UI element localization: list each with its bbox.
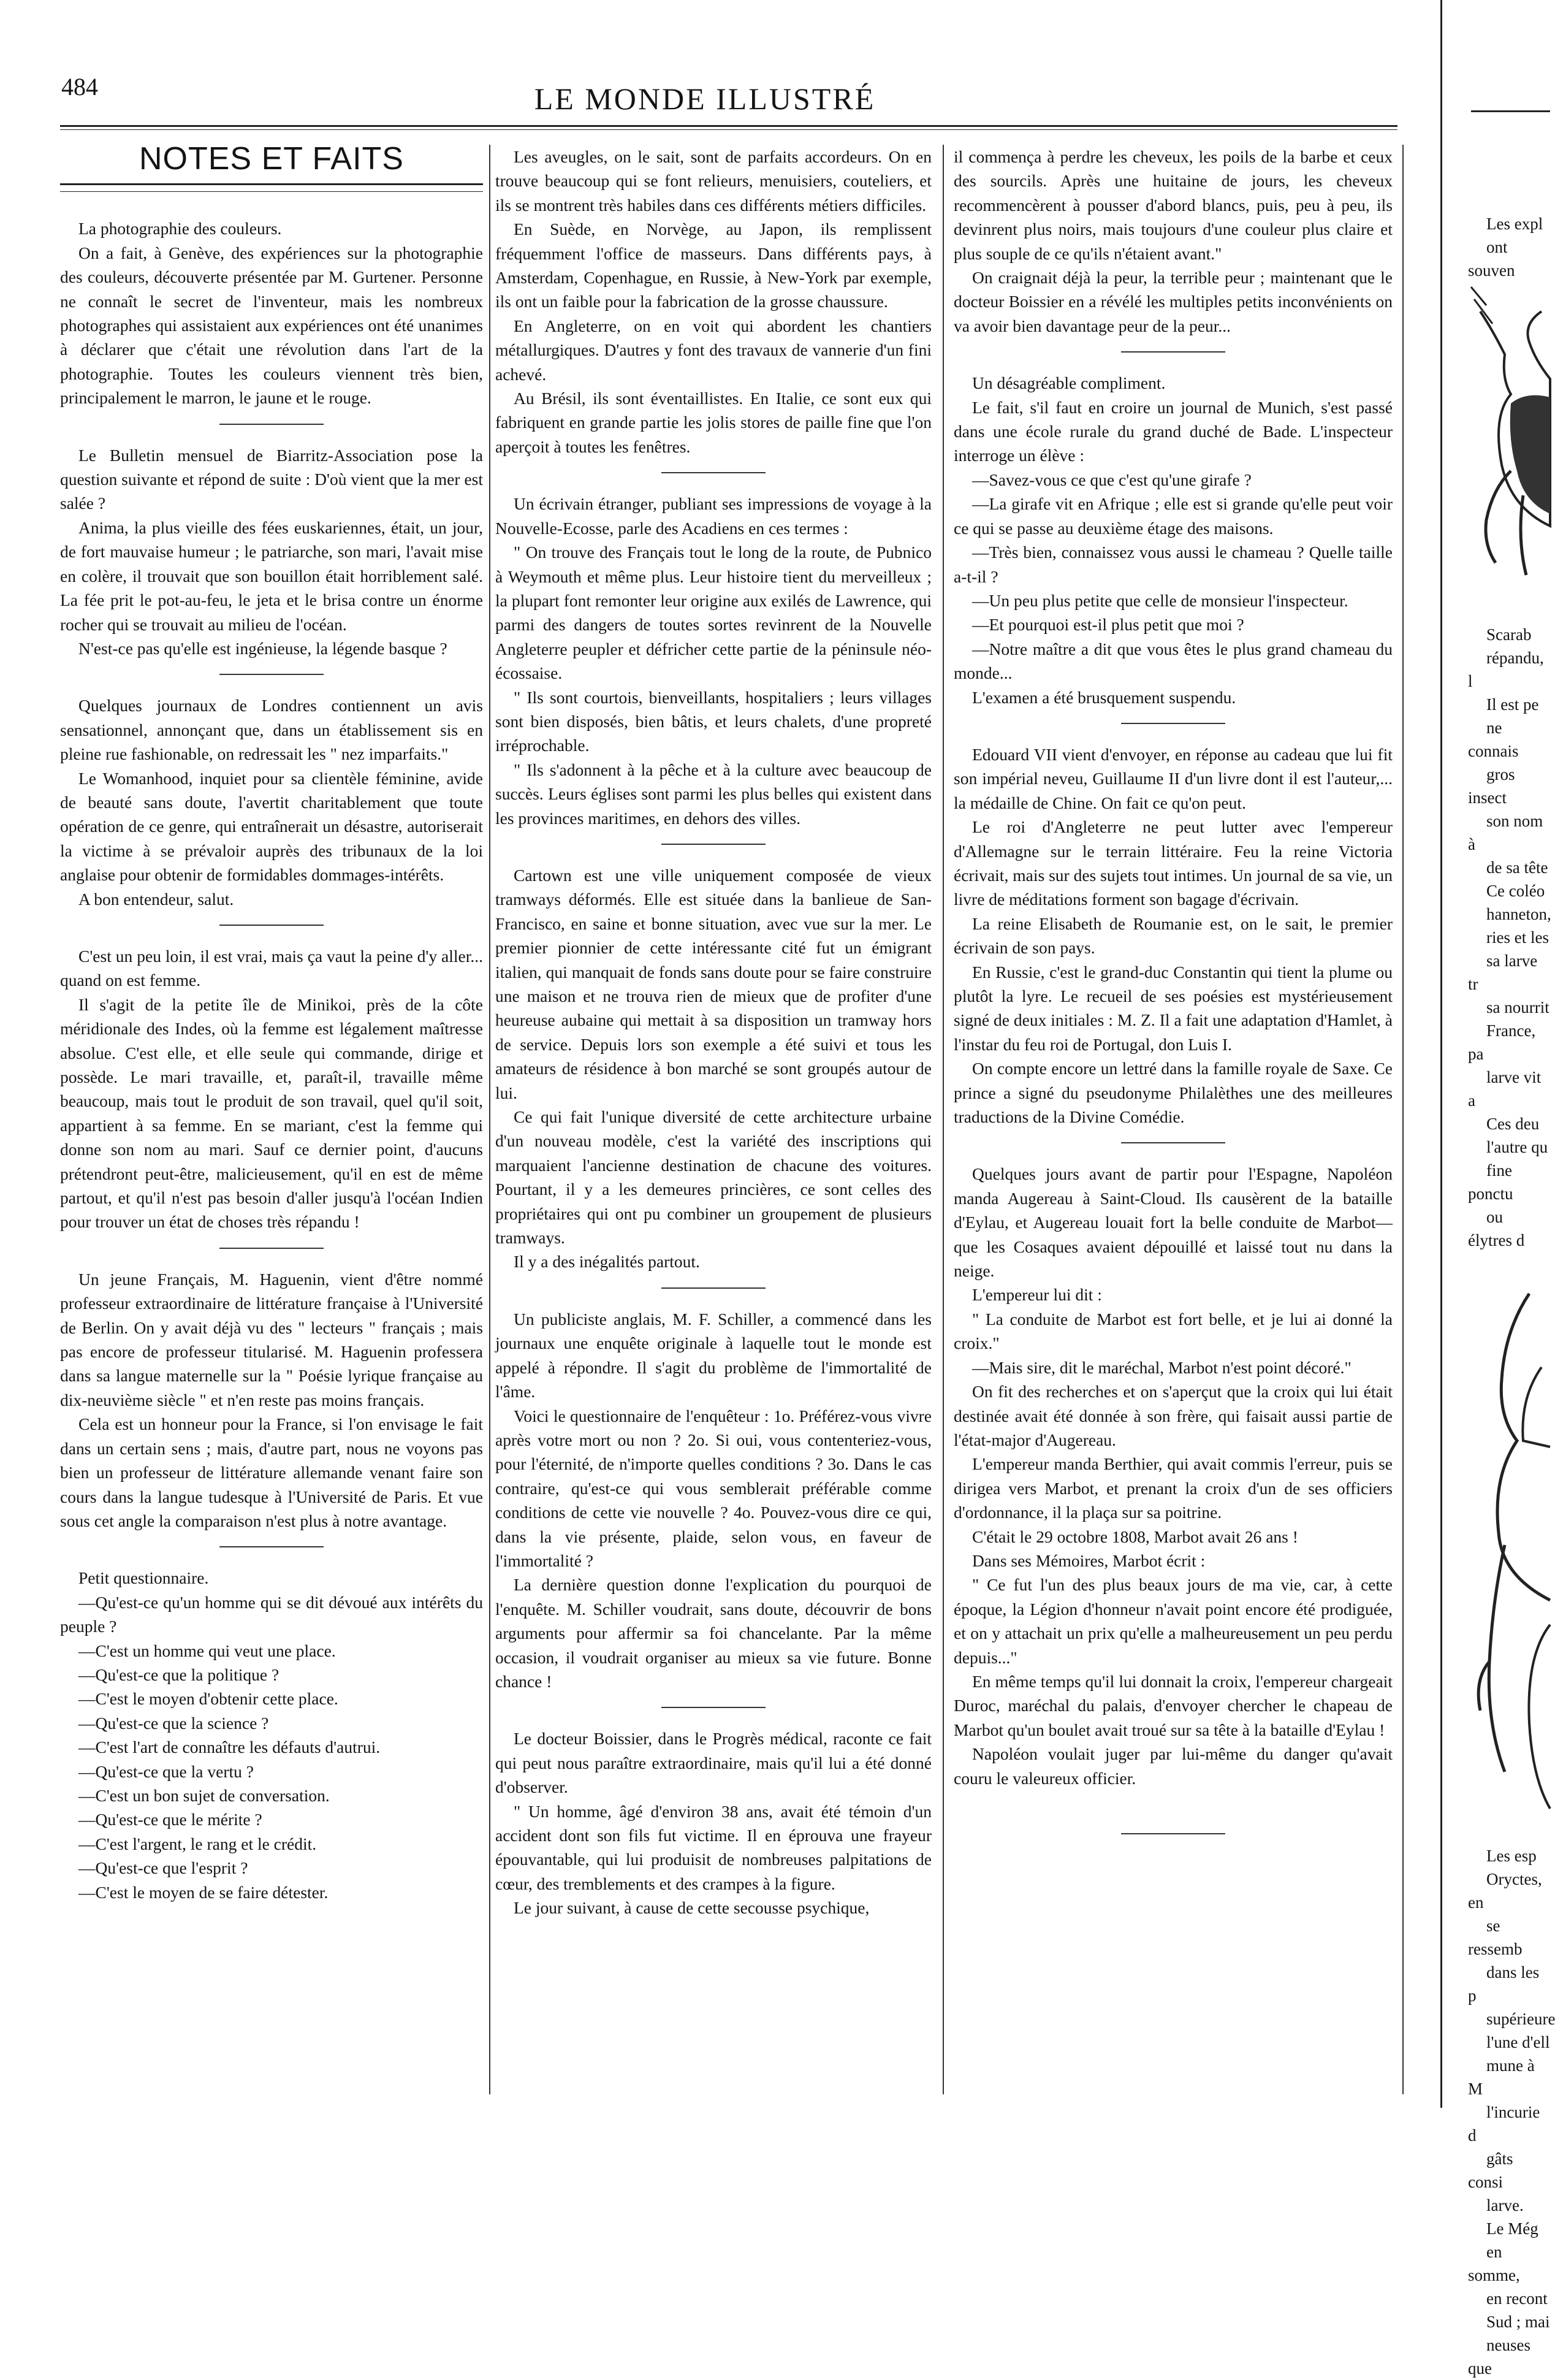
paragraph: L'empereur manda Berthier, qui avait commis l'erreur, puis se dirigea vers Marbot, et prenant la croix d'un de ses officiers d'ordonnance, il la plaça sur sa poitrine. <box>954 1454 1393 1522</box>
text-line: hanneton, <box>1486 905 1551 923</box>
question-line: —Qu'est-ce qu'un homme qui se dit dévoué aux intérêts du peuple ? <box>60 1592 483 1636</box>
text-line: sa nourrit <box>1486 998 1549 1016</box>
text-line: se ressemb <box>1468 1917 1523 1958</box>
text-line: Le Még <box>1486 2219 1538 2238</box>
paragraph: C'est un peu loin, il est vrai, mais ça vaut la peine d'y aller... quand on est femme. <box>60 946 483 990</box>
paragraph: Le jour suivant, à cause de cette secousse psychique, <box>514 1898 870 1918</box>
text-line: neuses que <box>1468 2336 1530 2378</box>
column-2 <box>495 145 932 2094</box>
paragraph: Quelques jours avant de partir pour l'Espagne, Napoléon manda Augereau à Saint-Cloud. Ils causèrent de la bataille d'Eylau, et Augereau louait fort la belle conduite de Marbot—que les Cosaques avaient dépouillé et laissé tout nu dans la neige. <box>954 1164 1393 1281</box>
separator <box>219 925 324 926</box>
paragraph: " Ils s'adonnent à la pêche et à la culture avec beaucoup de succès. Leurs églises sont parmi les plus belles qui existent dans les provinces maritimes, en dehors des villes. <box>495 760 932 828</box>
journal-title: LE MONDE ILLUSTRÉ <box>534 82 876 116</box>
text-line: Oryctes, en <box>1468 1870 1542 1912</box>
text-line: supérieure <box>1486 2010 1555 2028</box>
paragraph: " Ce fut l'un des plus beaux jours de ma vie, car, à cette époque, la Légion d'honneur n'avait point encore été prodiguée, et on y attachait un prix qu'elle a malheureusement un peu perdu depuis..." <box>954 1575 1393 1667</box>
dialogue-line: —Et pourquoi est-il plus petit que moi ? <box>972 615 1244 635</box>
dialogue-line: —Savez-vous ce que c'est qu'une girafe ? <box>972 470 1252 489</box>
paragraph: On craignait déjà la peur, la terrible peur ; maintenant que le docteur Boissier en a révélé les multiples petits inconvénients on va avoir bien davantage peur de la peur... <box>954 268 1393 335</box>
oryctes-beetle-illustration <box>1468 1257 1550 1839</box>
separator <box>1121 1142 1225 1143</box>
section-title: NOTES ET FAITS <box>139 141 404 177</box>
column-divider <box>943 145 944 2094</box>
separator <box>661 1287 766 1289</box>
question-line: —Qu'est-ce que la politique ? <box>78 1665 279 1684</box>
question-line: —Qu'est-ce que l'esprit ? <box>78 1858 248 1878</box>
question-line: —Qu'est-ce que la vertu ? <box>78 1761 254 1781</box>
paragraph: C'était le 29 octobre 1808, Marbot avait 26 ans ! <box>972 1527 1298 1546</box>
text-line: en somme, <box>1468 2243 1520 2284</box>
title-rule <box>60 183 483 192</box>
item-heading: Petit questionnaire. <box>78 1568 209 1588</box>
paragraph: Cela est un honneur pour la France, si l'on envisage le fait dans un certain sens ; mais, d'autre part, nous ne voyons pas bien un professeur de littérature allemande venant faire son cours dans la langue tudesque à l'Université de Paris. Et vue sous cet angle la comparaison n'est plus à notre avantage. <box>60 1414 483 1530</box>
answer-line: —C'est l'argent, le rang et le crédit. <box>78 1834 317 1853</box>
paragraph: Le docteur Boissier, dans le Progrès médical, raconte ce fait qui peut nous paraître extraordinaire, mais qu'il lui a été donné d'observer. <box>495 1729 932 1797</box>
text-line: son nom à <box>1468 812 1543 853</box>
paragraph: En Angleterre, on en voit qui abordent les chantiers métallurgiques. D'autres y font des travaux de vannerie d'un fini achevé. <box>495 316 932 384</box>
paragraph: N'est-ce pas qu'elle est ingénieuse, la légende basque ? <box>78 638 447 658</box>
text-line: dans les p <box>1468 1963 1540 2005</box>
paragraph: On compte encore un lettré dans la famille royale de Saxe. Ce prince a signé du pseudonyme Philalèthes une des meilleures traductions de la Divine Comédie. <box>954 1059 1393 1127</box>
text-line: l'incurie d <box>1468 2103 1540 2145</box>
paragraph: —Mais sire, dit le maréchal, Marbot n'est point décoré." <box>972 1357 1352 1377</box>
header-rule-thin <box>60 129 1397 130</box>
paragraph: Napoléon voulait juger par lui-même du danger qu'avait couru le valeureux officier. <box>954 1744 1393 1788</box>
text-line: gâts consi <box>1468 2149 1513 2191</box>
text-line: Il est pe <box>1486 695 1539 714</box>
separator <box>661 472 766 473</box>
text-line: de sa tête <box>1486 858 1548 877</box>
dialogue-line: —Très bien, connaissez vous aussi le chameau ? Quelle taille a-t-il ? <box>954 543 1393 586</box>
paragraph: En Russie, c'est le grand-duc Constantin qui tient la plume ou plutôt la lyre. Le recueil de ses poésies est mystérieusement signé de deux initiales : M. Z. Il a fait une adaptation d'Hamlet, à l'instar du feu roi de Portugal, don Luis I. <box>954 962 1393 1054</box>
answer-line: —C'est l'art de connaître les défauts d'autrui. <box>78 1737 381 1757</box>
answer-line: —C'est le moyen d'obtenir cette place. <box>78 1689 338 1709</box>
text-line: larve. <box>1486 2196 1524 2214</box>
separator <box>219 674 324 675</box>
dialogue-line: —Un peu plus petite que celle de monsieur l'inspecteur. <box>972 590 1348 610</box>
paragraph: Un jeune Français, M. Haguenin, vient d'être nommé professeur extraordinaire de littérature française à l'Université de Berlin. On y avait déjà vu des " lecteurs " français ; mais pas encore de professeur titularisé. M. Haguenin professera dans sa langue maternelle sur la " Poésie lyrique française au dix-neuvième siècle " et n'en reste pas moins français. <box>60 1269 483 1409</box>
column-divider <box>489 145 490 2094</box>
paragraph: On a fait, à Genève, des expériences sur la photographie des couleurs, découverte présentée par M. Gurtener. Personne ne connaît le secret de l'inventeur, mais les nombreux photographes qui assistaient aux expériences ont été unanimes à déclarer que c'était une révolution dans l'art de la photographie. Toutes les couleurs viennent très bien, principalement le marron, le jaune et le rouge. <box>60 243 483 408</box>
dialogue-line: —Notre maître a dit que vous êtes le plus grand chameau du monde... <box>954 639 1393 683</box>
column-3 <box>954 145 1393 2094</box>
text-line: Les expl <box>1486 215 1543 233</box>
paragraph: Le fait, s'il faut en croire un journal de Munich, s'est passé dans une école rurale du grand duché de Bade. L'inspecteur interroge un élève : <box>954 397 1393 465</box>
paragraph: " Ils sont courtois, bienveillants, hospitaliers ; leurs villages sont bien disposés, bien bâtis, et leurs chalets, d'une propreté irréprochable. <box>495 687 932 755</box>
paragraph: Un publiciste anglais, M. F. Schiller, a commencé dans les journaux une enquête originale à laquelle tout le monde est appelé à répondre. Il s'agit du problème de l'immortalité de l'âme. <box>495 1309 932 1402</box>
paragraph: La dernière question donne l'explication du pourquoi de l'enquête. M. Schiller voudrait, sans doute, découvrir de bons arguments pour affermir sa foi chancelante. Par la même occasion, il voudrait organiser au mieux sa vie future. Bonne chance ! <box>495 1575 932 1691</box>
separator <box>219 1248 324 1249</box>
next-page-header-rule <box>1471 110 1550 112</box>
paragraph: En même temps qu'il lui donnait la croix, l'empereur chargeait Duroc, maréchal du palais, d'envoyer chercher le chapeau de Marbot qu'un boulet avait troué sur sa tête à la bataille d'Eylau ! <box>954 1671 1393 1739</box>
paragraph: Anima, la plus vieille des fées euskariennes, était, un jour, de fort mauvaise humeur ; le patriarche, son mari, l'avait mise en colère, il trouvait que son bouillon était horriblement salé. La fée prit le pot-au-feu, le jeta et le brisa contre un énorme rocher qui se trouvait au milieu de l'océan. <box>60 517 483 634</box>
text-line: Les esp <box>1486 1847 1537 1865</box>
text-line: en recont <box>1486 2289 1548 2308</box>
paragraph: il commença à perdre les cheveux, les poils de la barbe et ceux des sourcils. Après une huitaine de jours, les cheveux recommencèrent à pousser d'abord blancs, puis, peu à peu, ils devinrent plus noirs, mais toujours d'une couleur plus claire et plus souple de ce qu'ils n'étaient avant." <box>954 147 1393 263</box>
header-rule <box>60 125 1397 127</box>
question-line: —Qu'est-ce que la science ? <box>78 1713 269 1733</box>
paragraph: Le roi d'Angleterre ne peut lutter avec l'empereur d'Allemagne sur le terrain littéraire. Feu la reine Victoria écrivait, mais sur des sujets tout intimes. Un journal de sa vie, un livre de méditations forment son bagage d'écrivain. <box>954 817 1393 909</box>
paragraph: Le Bulletin mensuel de Biarritz-Association pose la question suivante et répond de suite : D'où vient que la mer est salée ? <box>60 445 483 513</box>
paragraph: Voici le questionnaire de l'enquêteur : 1o. Préférez-vous vivre après votre mort ou non ? 2o. Si oui, vous contenteriez-vous, pour l'éternité, de n'importe quelles conditions ? 3o. Dans le cas contraire, qu'est-ce qui vous semblerait préférable comme conditions de cette vie nouvelle ? 4o. Pouvez-vous dire ce qui, dans la vie présente, plaide, selon vous, en faveur de l'immortalité ? <box>495 1406 932 1570</box>
text-line: France, pa <box>1468 1021 1536 1063</box>
text-line: Ces deu <box>1486 1115 1540 1133</box>
column-divider <box>1402 145 1404 2094</box>
paragraph: Ce qui fait l'unique diversité de cette architecture urbaine d'un nouveau modèle, c'est la variété des inscriptions qui marquaient l'ancienne destination de chacune des voitures. Pourtant, il y a les demeures princières, ce sont celles des propriétaires qui ont pu combiner un groupement de plusieurs tramways. <box>495 1107 932 1248</box>
text-line: ont souven <box>1468 238 1515 280</box>
separator <box>219 1546 324 1547</box>
separator <box>1121 351 1225 353</box>
item-heading: Un désagréable compliment. <box>972 373 1166 393</box>
paragraph: L'examen a été brusquement suspendu. <box>972 687 1236 707</box>
answer-line: —C'est un homme qui veut une place. <box>78 1641 336 1660</box>
page-fold-line <box>1440 0 1442 2108</box>
paragraph: Il y a des inégalités partout. <box>514 1252 700 1272</box>
text-line: l'autre qu <box>1486 1138 1548 1156</box>
paragraph: A bon entendeur, salut. <box>78 889 234 909</box>
paragraph: La reine Elisabeth de Roumanie est, on le sait, le premier écrivain de son pays. <box>954 913 1393 958</box>
paragraph: Edouard VII vient d'envoyer, en réponse au cadeau que lui fit son impérial neveu, Guillaume II d'un livre dont il est l'auteur,... la médaille de Chine. On fait ce qu'on peut. <box>954 744 1393 812</box>
column-4-partial <box>1468 145 1555 2378</box>
separator <box>1121 723 1225 724</box>
text-line: ou élytres d <box>1468 1208 1525 1249</box>
paragraph: L'empereur lui dit : <box>972 1285 1102 1305</box>
text-line: l'une d'ell <box>1486 2033 1550 2051</box>
paragraph: " Un homme, âgé d'environ 38 ans, avait été témoin d'un accident dont son fils fut victime. Il en éprouva une frayeur épouvantable, qui lui produisit de nombreuses palpitations de cœur, des tremblements et des crampes à la figure. <box>495 1801 932 1893</box>
text-line: Ce coléo <box>1486 882 1545 900</box>
text-line: répandu, l <box>1468 649 1544 690</box>
paragraph: En Suède, en Norvège, au Japon, ils remplissent fréquemment l'office de masseurs. Dans différents pays, à Amsterdam, Copenhague, en Russie, à New-York par exemple, ils ont un faible pour la fabrication de la grosse chaussure. <box>495 219 932 311</box>
paragraph: Un écrivain étranger, publiant ses impressions de voyage à la Nouvelle-Ecosse, parle des Acadiens en ces termes : <box>495 494 932 538</box>
paragraph: Les aveugles, on le sait, sont de parfaits accordeurs. On en trouve beaucoup qui se font relieurs, menuisiers, couteliers, et ils se montrent très habiles dans ces différents métiers difficiles. <box>495 147 932 215</box>
paragraph: On fit des recherches et on s'aperçut que la croix qui lui était destinée avait été donnée à son frère, qui faisait aussi partie de l'état-major d'Augereau. <box>954 1382 1393 1449</box>
page-number: 484 <box>61 73 98 101</box>
column-1 <box>60 141 483 2094</box>
answer-line: —C'est le moyen de se faire détester. <box>78 1882 329 1902</box>
paragraph: Le Womanhood, inquiet pour sa clientèle féminine, avide de beauté sans doute, l'avertit charitablement que toute opération de ce genre, qui entraînerait un désastre, autoriserait la victime à se prévaloir auprès des tribunaux de la loi anglaise pour obtenir de formidables dommages-intérêts. <box>60 768 483 885</box>
paragraph: " La conduite de Marbot est fort belle, et je lui ai donné la croix." <box>954 1309 1393 1353</box>
paragraph: Quelques journaux de Londres contiennent un avis sensationnel, annonçant que, dans un établissement sis en pleine rue fashionable, on redressait les " nez imparfaits." <box>60 696 483 764</box>
figure-caption: Scarab <box>1486 625 1532 644</box>
text-line: fine ponctu <box>1468 1161 1513 1203</box>
text-line: Sud ; mai <box>1486 2313 1550 2331</box>
question-line: —Qu'est-ce que le mérite ? <box>78 1810 262 1829</box>
text-line: sa larve tr <box>1468 952 1538 993</box>
scarab-beetle-illustration <box>1468 287 1550 618</box>
item-heading: La photographie des couleurs. <box>78 219 282 238</box>
separator <box>661 1707 766 1708</box>
paragraph: Dans ses Mémoires, Marbot écrit : <box>972 1550 1206 1570</box>
separator <box>219 424 324 425</box>
text-line: gros insect <box>1468 765 1515 807</box>
paragraph: Il s'agit de la petite île de Minikoi, près de la côte méridionale des Indes, où la femme est légalement maîtresse absolue. C'est elle, et elle seule qui commande, dirige et possède. Le mari travaille, et, paraît-il, travaille même beaucoup, mais tout le produit de son travail, quel qu'il soit, appartient à sa femme. En se mariant, c'est la femme qui donne son nom au mari. Sauf ce dernier point, d'aucuns prétendront peut-être, malicieusement, qu'il en est de même partout, et qu'il n'est pas besoin d'aller jusqu'à l'océan Indien pour trouver un état de choses très répandu ! <box>60 994 483 1232</box>
answer-line: —C'est un bon sujet de conversation. <box>78 1785 330 1805</box>
paragraph: Au Brésil, ils sont éventaillistes. En Italie, ce sont eux qui fabriquent en grande partie les jolis stores de paille fine que l'on aperçoit à toutes les fenêtres. <box>495 389 932 456</box>
text-line: ne connais <box>1468 719 1519 760</box>
separator <box>661 844 766 845</box>
text-line: larve vit a <box>1468 1068 1542 1110</box>
text-line: mune à M <box>1468 2056 1535 2098</box>
paragraph: Cartown est une ville uniquement composée de vieux tramways déformés. Elle est située dans la banlieue de San-Francisco, en saine et bonne situation, avec vue sur la mer. Le premier pionnier de cette intéressante cité fut un émigrant italien, qui manquait de fonds sans doute pour se faire construire une maison et ne trouva rien de mieux que de profiter d'une heureuse aubaine qui mettait à sa disposition un tramway hors de service. Depuis lors son exemple a été suivi et tous les amateurs de résidence à bon marché se sont groupés autour de lui. <box>495 865 932 1102</box>
paragraph: " On trouve des Français tout le long de la route, de Pubnico à Weymouth et même plus. Leur histoire tient du merveilleux ; la plupart font remonter leur origine aux exilés de Lawrence, qui parmi des dangers de toutes sortes revinrent de la Nouvelle Angleterre peupler et défricher cette partie de la péninsule néo-écossaise. <box>495 543 932 683</box>
separator <box>1121 1833 1225 1834</box>
text-line: ries et les <box>1486 928 1549 947</box>
dialogue-line: —La girafe vit en Afrique ; elle est si grande qu'elle peut voir ce qui se passe au deuxième étage des maisons. <box>954 494 1393 538</box>
